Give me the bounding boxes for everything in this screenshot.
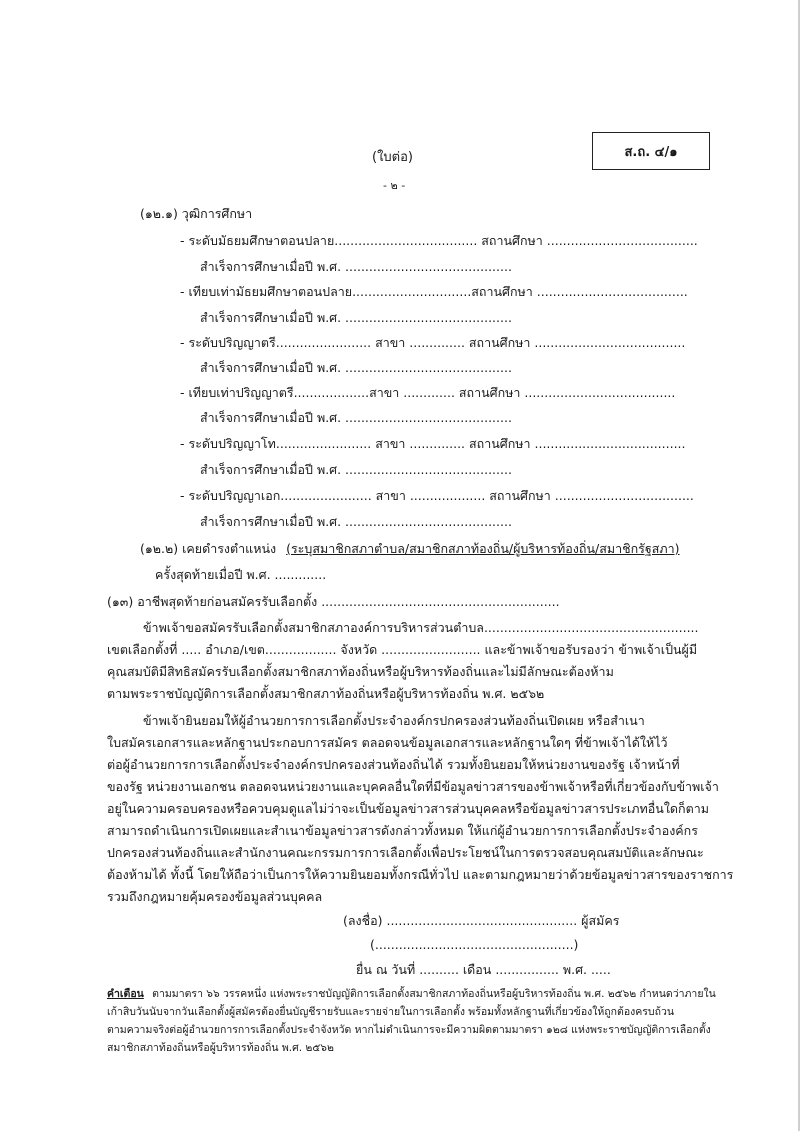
consent-line: อยู่ในความครอบครองหรือควบคุมดูแลไม่ว่าจะเป็นข้อมูลข่าวสารส่วนบุคคลหรือข้อมูลข่าวสารประเภทอื่นใดก็ตาม <box>107 801 709 816</box>
warning-text: ตามมาตรา ๖๖ วรรคหนึ่ง แห่งพระราชบัญญัติการเลือกตั้งสมาชิกสภาท้องถิ่นหรือผู้บริหารท้องถิ่น พ.ศ. ๒๕๖๒ กำหนดว่าภายใน <box>152 988 716 1000</box>
declaration-line: ตามพระราชบัญญัติการเลือกตั้งสมาชิกสภาท้องถิ่นหรือผู้บริหารท้องถิ่น พ.ศ. ๒๕๖๒ <box>107 686 545 701</box>
consent-line: ต้องห้ามได้ ทั้งนี้ โดยให้ถือว่าเป็นการให้ความยินยอมทั้งกรณีทั่วไป และตามกฎหมายว่าด้วยข้อมูลข่าวสารของราชการ <box>107 867 734 882</box>
edu-item-line: - ระดับปริญญาเอก....................... สาขา ................... สถานศึกษา ................................... <box>180 488 694 503</box>
declaration-line: เขตเลือกตั้งที่ ..... อำเภอ/เขต.................. จังหวัด ......................... และข้าพเจ้าขอรับรองว่า ข้าพเจ้าเป็นผู้มี <box>107 642 698 657</box>
position-label: (๑๒.๒) เคยดำรงตำแหน่ง <box>140 541 277 556</box>
warning-label: คำเตือน <box>107 988 144 1000</box>
edu-item-year: สำเร็จการศึกษาเมื่อปี พ.ศ. .......................................... <box>200 410 512 425</box>
edu-item-line: - ระดับปริญญาโท........................ สาขา .............. สถานศึกษา ...................................... <box>180 436 686 451</box>
warning-line-4: สมาชิกสภาท้องถิ่นหรือผู้บริหารท้องถิ่น พ.ศ. ๒๕๖๒ <box>107 1042 334 1054</box>
warning-line-1 <box>107 987 716 1001</box>
consent-line: ปกครองส่วนท้องถิ่นและสำนักงานคณะกรรมการการเลือกตั้งเพื่อประโยชน์ในการตรวจสอบคุณสมบัติและลักษณะ <box>107 845 704 860</box>
consent-line: ใบสมัครเอกสารและหลักฐานประกอบการสมัคร ตลอดจนข้อมูลเอกสารและหลักฐานใดๆ ที่ข้าพเจ้าได้ให้ไว้ <box>107 735 668 750</box>
edu-item-year: สำเร็จการศึกษาเมื่อปี พ.ศ. .......................................... <box>200 310 512 325</box>
form-code-box <box>592 132 710 170</box>
edu-item-year: สำเร็จการศึกษาเมื่อปี พ.ศ. .......................................... <box>200 259 512 274</box>
warning-line-2: เก้าสิบวันนับจากวันเลือกตั้งผู้สมัครต้องยื่นบัญชีรายรับและรายจ่ายในการเลือกตั้ง พร้อมทั้งหลักฐานที่เกี่ยวข้องให้ถูกต้องครบถ้วน <box>107 1006 675 1018</box>
consent-line: สามารถดำเนินการเปิดเผยและสำเนาข้อมูลข่าวสารดังกล่าวทั้งหมด ให้แก่ผู้อำนวยการการเลือกตั้งประจำองค์กร <box>107 823 698 838</box>
edu-item-line: - ระดับมัธยมศึกษาตอนปลาย.................................... สถานศึกษา ...................................... <box>180 233 698 248</box>
page-number: - ๒ - <box>383 179 406 192</box>
position-options: (ระบุสมาชิกสภาตำบล/สมาชิกสภาท้องถิ่น/ผู้บริหารท้องถิ่น/สมาชิกรัฐสภา) <box>286 541 680 556</box>
consent-line: ต่อผู้อำนวยการการเลือกตั้งประจำองค์กรปกครองส่วนท้องถิ่นได้ รวมทั้งยินยอมให้หน่วยงานของรัฐ เจ้าหน้าที่ <box>107 757 680 772</box>
submission-date-line: ยื่น ณ วันที่ .......... เดือน ................ พ.ศ. ..... <box>356 962 611 977</box>
edu-item-line: - เทียบเท่าปริญญาตรี...................สาขา ............. สถานศึกษา ...................................... <box>180 385 676 400</box>
section-12-2-label <box>140 541 680 557</box>
signature-name-line: (..................................................) <box>370 937 579 952</box>
consent-line: ของรัฐ หน่วยงานเอกชน ตลอดจนหน่วยงานและบุคคลอื่นใดที่มีข้อมูลข่าวสารของข้าพเจ้าหรือที่เกี่ยวข้องกับข้าพเจ้า <box>107 779 719 794</box>
edu-item-line: - เทียบเท่ามัธยมศึกษาตอนปลาย..............................สถานศึกษา ...................................... <box>180 284 688 299</box>
declaration-line: ข้าพเจ้าขอสมัครรับเลือกตั้งสมาชิกสภาองค์การบริหารส่วนตำบล...................................................... <box>143 620 699 635</box>
edu-item-year: สำเร็จการศึกษาเมื่อปี พ.ศ. .......................................... <box>200 360 512 375</box>
warning-line-3: ตามความจริงต่อผู้อำนวยการการเลือกตั้งประจำจังหวัด หากไม่ดำเนินการจะมีความผิดตามมาตรา ๑๒๘ แห่งพระราชบัญญัติการเลือกตั้ง <box>107 1024 711 1036</box>
declaration-line: คุณสมบัติมีสิทธิสมัครรับเลือกตั้งสมาชิกสภาท้องถิ่นหรือผู้บริหารท้องถิ่นและไม่มีลักษณะต้องห้าม <box>107 664 614 679</box>
section-12-1-title: (๑๒.๑) วุฒิการศึกษา <box>140 206 253 221</box>
consent-line: รวมถึงกฎหมายคุ้มครองข้อมูลส่วนบุคคล <box>107 889 323 904</box>
edu-item-line: - ระดับปริญญาตรี........................ สาขา .............. สถานศึกษา ...................................... <box>180 335 686 350</box>
consent-line: ข้าพเจ้ายินยอมให้ผู้อำนวยการการเลือกตั้งประจำองค์กรปกครองส่วนท้องถิ่นเปิดเผย หรือสำเนา <box>143 713 645 728</box>
form-code: ส.ถ. ๔/๑ <box>624 144 678 160</box>
section-13-occupation: (๑๓) อาชีพสุดท้ายก่อนสมัครรับเลือกตั้ง ............................................................ <box>107 594 560 609</box>
edu-item-year: สำเร็จการศึกษาเมื่อปี พ.ศ. .......................................... <box>200 462 512 477</box>
continued-label: (ใบต่อ) <box>372 150 413 165</box>
signature-line: (ลงชื่อ) ................................................ ผู้สมัคร <box>343 913 620 928</box>
last-position-year: ครั้งสุดท้ายเมื่อปี พ.ศ. ............. <box>155 567 327 582</box>
edu-item-year: สำเร็จการศึกษาเมื่อปี พ.ศ. .......................................... <box>200 514 512 529</box>
